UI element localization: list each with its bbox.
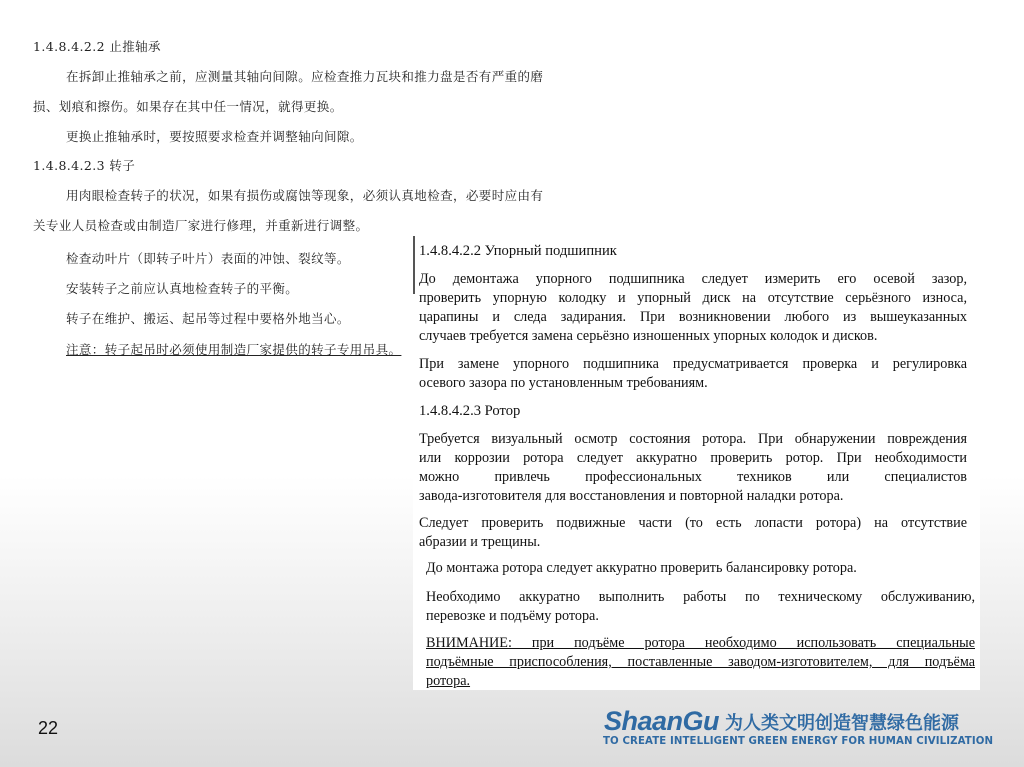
paragraph-line: можно привлечь профессиональных техников или специалистов [419,469,967,485]
paragraph-line: 转子在维护、搬运、起吊等过程中要格外地当心。 [66,311,350,326]
note-line: подъёмные приспособления, поставленные заводом-изготовителем, для подъёма [426,654,975,670]
paragraph-line: До демонтажа упорного подшипника следует измерить его осевой зазор, [419,271,967,287]
paragraph-line: царапины и следа задирания. При возникновении любого из вышеуказанных [419,309,967,325]
paragraph-line: завода-изготовителя для восстановления и повторной наладки ротора. [419,488,844,504]
section-heading: 1.4.8.4.2.2 Упорный подшипник [419,243,617,259]
paragraph-line: 在拆卸止推轴承之前，应测量其轴向间隙。应检查推力瓦块和推力盘是否有严重的磨 [66,69,544,84]
logo-brand: ShaanGu [604,706,720,736]
paragraph-line: При замене упорного подшипника предусматривается проверка и регулировка [419,356,967,372]
section-heading: 1.4.8.4.2.2 止推轴承 [33,39,161,54]
logo-slogan-cn: 为人类文明创造智慧绿色能源 [725,712,960,734]
paragraph-line: До монтажа ротора следует аккуратно проверить балансировку ротора. [426,560,857,576]
section-heading: 1.4.8.4.2.3 转子 [33,158,136,173]
note-line: ротора. [426,673,471,689]
paragraph-line: 用肉眼检查转子的状况，如果有损伤或腐蚀等现象，必须认真地检查，必要时应由有 [66,188,544,203]
paragraph-line: Необходимо аккуратно выполнить работы по техническому обслуживанию, [426,589,975,605]
paragraph-line: 更换止推轴承时，要按照要求检查并调整轴向间隙。 [66,129,363,144]
paragraph-line: перевозке и подъёму ротора. [426,608,599,624]
paragraph-line: 检查动叶片（即转子叶片）表面的冲蚀、裂纹等。 [66,251,350,266]
note-line: ВНИМАНИЕ: при подъёме ротора необходимо использовать специальные [426,635,975,651]
note-line: 注意：转子起吊时必须使用制造厂家提供的转子专用吊具。 [66,342,402,357]
paragraph-line: или коррозии ротора следует аккуратно проверить ротор. При необходимости [419,450,967,466]
page-number: 22 [38,718,59,738]
paragraph-line: осевого зазора по установленным требованиям. [419,375,708,391]
section-heading: 1.4.8.4.2.3 Ротор [419,403,521,419]
paragraph-line: 安装转子之前应认真地检查转子的平衡。 [66,281,299,296]
logo-slogan-en: TO CREATE INTELLIGENT GREEN ENERGY FOR HUMAN CIVILIZATION [603,736,994,747]
paragraph-line: Следует проверить подвижные части (то есть лопасти ротора) на отсутствие [419,515,967,531]
paragraph-line: Требуется визуальный осмотр состояния ротора. При обнаружении повреждения [419,431,967,447]
paragraph-line: проверить упорную колодку и упорный диск на отсутствие серьёзного износа, [419,290,967,306]
paragraph-line: случаев требуется замена серьёзно изношенных упорных колодок и дисков. [419,328,878,344]
paragraph-line: 关专业人员检查或由制造厂家进行修理，并重新进行调整。 [33,218,369,233]
shaangu-logo [604,706,959,737]
paragraph-line: абразии и трещины. [419,534,541,550]
paragraph-line: 损、划痕和擦伤。如果存在其中任一情况，就得更换。 [33,99,343,114]
panel-divider [413,236,415,294]
